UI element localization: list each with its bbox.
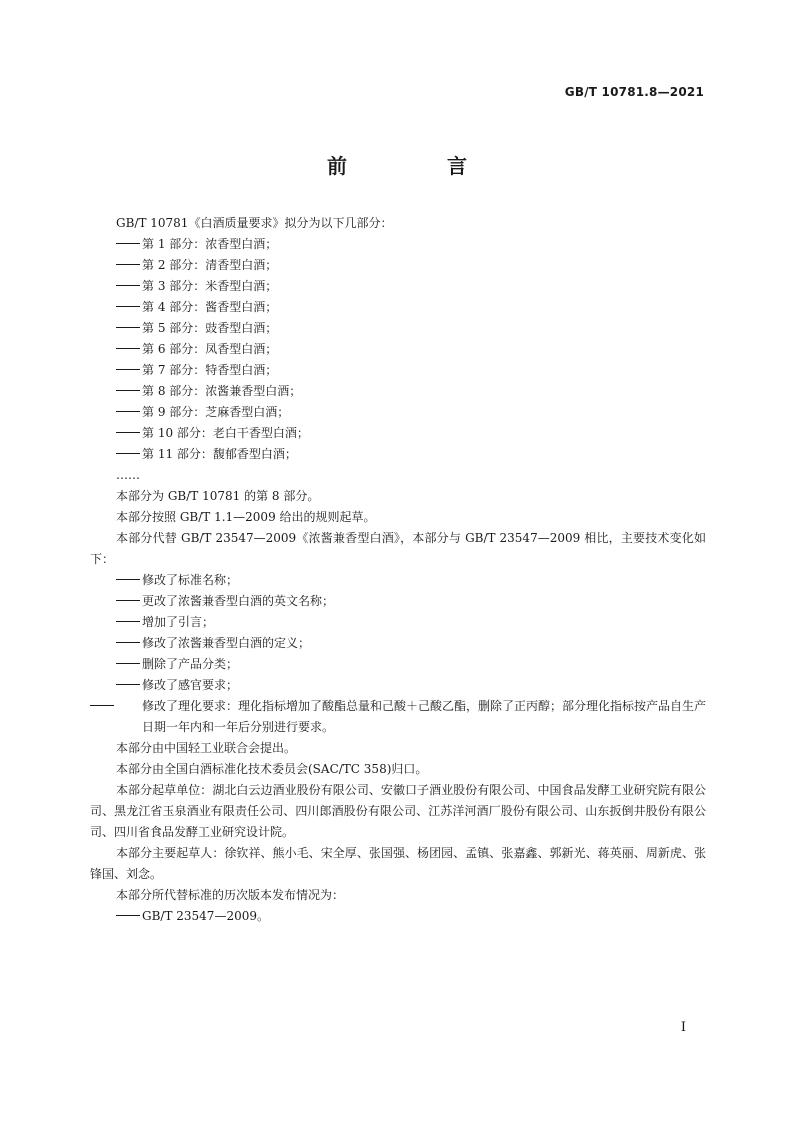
dash-mark bbox=[116, 654, 142, 675]
dash-mark bbox=[116, 591, 142, 612]
list-item: 增加了引言； bbox=[90, 612, 706, 633]
proposed-by: 本部分由中国轻工业联合会提出。 bbox=[116, 741, 297, 755]
dash-mark bbox=[116, 381, 142, 402]
dash-mark bbox=[116, 675, 142, 696]
dash-mark bbox=[116, 255, 142, 276]
list-item: 第 5 部分：豉香型白酒； bbox=[90, 318, 706, 339]
replaces-paragraph: 本部分代替 GB/T 23547—2009《浓酱兼香型白酒》，本部分与 GB/T 23547—2009 相比，主要技术变化如下： bbox=[90, 531, 706, 566]
drafters: 本部分主要起草人：徐钦祥、熊小毛、宋全厚、张国强、杨团园、孟镇、张嘉鑫、郭新光、蒋英丽、周新虎、张锋国、刘念。 bbox=[90, 846, 706, 881]
list-item: 第 4 部分：酱香型白酒； bbox=[90, 297, 706, 318]
standard-code: GB/T 10781.8—2021 bbox=[564, 85, 704, 99]
centralized-by: 本部分由全国白酒标准化技术委员会(SAC/TC 358)归口。 bbox=[116, 762, 428, 776]
list-item: 第 3 部分：米香型白酒； bbox=[90, 276, 706, 297]
part-statement: 本部分为 GB/T 10781 的第 8 部分。 bbox=[116, 489, 320, 503]
dash-mark bbox=[116, 423, 142, 444]
changes-list bbox=[90, 570, 706, 738]
foreword-body bbox=[90, 213, 706, 927]
dash-mark bbox=[116, 339, 142, 360]
dash-mark bbox=[116, 444, 142, 465]
dash-mark bbox=[116, 276, 142, 297]
list-item: 第 8 部分：浓酱兼香型白酒； bbox=[90, 381, 706, 402]
dash-mark bbox=[116, 234, 142, 255]
list-item: 第 2 部分：清香型白酒； bbox=[90, 255, 706, 276]
list-item: GB/T 23547—2009。 bbox=[90, 906, 706, 927]
dash-mark bbox=[116, 696, 142, 717]
list-item: 修改了理化要求：理化指标增加了酸酯总量和己酸＋己酸乙酯，删除了正丙醇；部分理化指标按产品自生产日期一年内和一年后分别进行要求。 bbox=[90, 696, 706, 738]
dash-mark bbox=[116, 570, 142, 591]
page-title: 前 言 bbox=[327, 154, 507, 178]
ellipsis: …… bbox=[116, 468, 140, 482]
list-item: 修改了标准名称； bbox=[90, 570, 706, 591]
dash-mark bbox=[116, 633, 142, 654]
list-item: 第 10 部分：老白干香型白酒； bbox=[90, 423, 706, 444]
dash-mark bbox=[116, 318, 142, 339]
history-intro: 本部分所代替标准的历次版本发布情况为： bbox=[116, 888, 345, 902]
list-item: 修改了感官要求； bbox=[90, 675, 706, 696]
list-item: 修改了浓酱兼香型白酒的定义； bbox=[90, 633, 706, 654]
list-item: 删除了产品分类； bbox=[90, 654, 706, 675]
parts-list bbox=[90, 234, 706, 465]
dash-mark bbox=[116, 612, 142, 633]
list-item: 第 9 部分：芝麻香型白酒； bbox=[90, 402, 706, 423]
list-item: 第 1 部分：浓香型白酒； bbox=[90, 234, 706, 255]
dash-mark bbox=[116, 402, 142, 423]
list-item: 更改了浓酱兼香型白酒的英文名称； bbox=[90, 591, 706, 612]
list-item: 第 6 部分：凤香型白酒； bbox=[90, 339, 706, 360]
dash-mark bbox=[116, 360, 142, 381]
list-item: 第 7 部分：特香型白酒； bbox=[90, 360, 706, 381]
dash-mark bbox=[116, 297, 142, 318]
dash-mark bbox=[116, 906, 142, 927]
drafting-rule: 本部分按照 GB/T 1.1—2009 给出的规则起草。 bbox=[116, 510, 376, 524]
intro-paragraph: GB/T 10781《白酒质量要求》拟分为以下几部分： bbox=[116, 216, 393, 230]
page-number: I bbox=[680, 1020, 686, 1035]
drafting-units: 本部分起草单位：湖北白云边酒业股份有限公司、安徽口子酒业股份有限公司、中国食品发酵工业研究院有限公司、黑龙江省玉泉酒业有限责任公司、四川郎酒股份有限公司、江苏洋河酒厂股份有限公司、山东扳倒井股份有限公司、四川省食品发酵工业研究设计院。 bbox=[90, 783, 706, 839]
list-item: 第 11 部分：馥郁香型白酒； bbox=[90, 444, 706, 465]
